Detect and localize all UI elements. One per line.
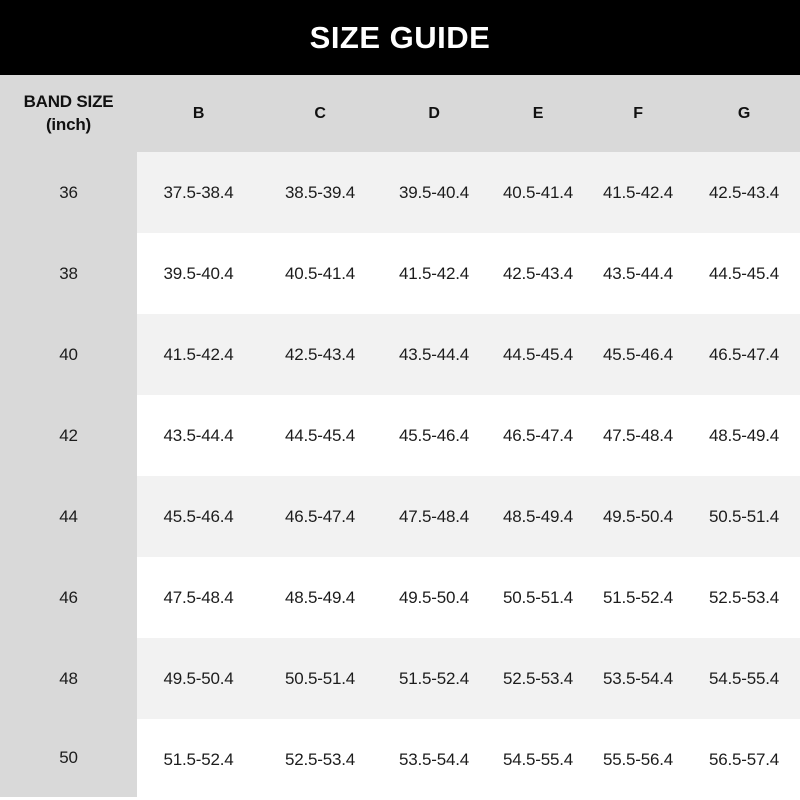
size-range-cell: 54.5-55.4: [502, 749, 574, 769]
size-range-cell: 47.5-48.4: [163, 587, 234, 607]
column-header-c: C: [314, 104, 326, 122]
size-range-cell: 48.5-49.4: [502, 506, 574, 526]
size-range-cell: 38.5-39.4: [284, 182, 356, 202]
band-size-header: [0, 75, 137, 152]
size-range-cell: 37.5-38.4: [163, 182, 234, 202]
size-range-cell: 41.5-42.4: [602, 182, 674, 202]
band-size-cell: 40: [0, 314, 137, 395]
size-range-cell: 41.5-42.4: [398, 263, 470, 283]
table-header-row: [0, 75, 800, 152]
size-range-cell: 48.5-49.4: [284, 587, 356, 607]
size-range-cell: 48.5-49.4: [708, 425, 780, 445]
band-size-cell: 42: [0, 395, 137, 476]
table-row-50: [0, 719, 800, 800]
size-range-cell: 49.5-50.4: [163, 668, 234, 688]
table-row-38: [0, 233, 800, 314]
band-size-cell: 48: [0, 638, 137, 719]
table-row-44: [0, 476, 800, 557]
size-range-cell: 40.5-41.4: [284, 263, 356, 283]
title-bar: [0, 0, 800, 75]
size-range-cell: 44.5-45.4: [708, 263, 780, 283]
band-size-cell: 38: [0, 233, 137, 314]
size-range-cell: 55.5-56.4: [602, 749, 674, 769]
size-range-cell: 46.5-47.4: [284, 506, 356, 526]
size-range-cell: 47.5-48.4: [398, 506, 470, 526]
table-row-46: [0, 557, 800, 638]
size-range-cell: 42.5-43.4: [502, 263, 574, 283]
size-range-cell: 39.5-40.4: [163, 263, 234, 283]
size-range-cell: 56.5-57.4: [708, 749, 780, 769]
band-size-cell: 50: [0, 719, 137, 800]
size-range-cell: 52.5-53.4: [284, 749, 356, 769]
size-range-cell: 50.5-51.4: [502, 587, 574, 607]
size-range-cell: 46.5-47.4: [708, 344, 780, 364]
size-range-cell: 43.5-44.4: [602, 263, 674, 283]
size-range-cell: 44.5-45.4: [502, 344, 574, 364]
size-range-cell: 50.5-51.4: [708, 506, 780, 526]
table-row-42: [0, 395, 800, 476]
size-range-cell: 52.5-53.4: [708, 587, 780, 607]
column-header-d: D: [428, 104, 440, 122]
size-range-cell: 39.5-40.4: [398, 182, 470, 202]
band-size-header-line2: (inch): [45, 114, 92, 134]
size-range-cell: 43.5-44.4: [163, 425, 234, 445]
size-range-cell: 53.5-54.4: [602, 668, 674, 688]
column-header-g: G: [737, 104, 751, 122]
column-header-b: B: [192, 104, 205, 122]
column-header-e: E: [532, 104, 544, 122]
size-range-cell: 47.5-48.4: [602, 425, 674, 445]
band-size-cell: 36: [0, 152, 137, 233]
column-header-f: F: [633, 104, 643, 122]
size-range-cell: 43.5-44.4: [398, 344, 470, 364]
band-size-cell: 46: [0, 557, 137, 638]
size-guide-table: [0, 75, 800, 800]
size-range-cell: 45.5-46.4: [398, 425, 470, 445]
band-size-header-line1: BAND SIZE: [23, 91, 114, 111]
size-range-cell: 44.5-45.4: [284, 425, 356, 445]
size-range-cell: 45.5-46.4: [602, 344, 674, 364]
size-range-cell: 52.5-53.4: [502, 668, 574, 688]
size-range-cell: 49.5-50.4: [398, 587, 470, 607]
size-range-cell: 40.5-41.4: [502, 182, 574, 202]
band-size-cell: 44: [0, 476, 137, 557]
table-row-48: [0, 638, 800, 719]
size-range-cell: 41.5-42.4: [163, 344, 234, 364]
size-range-cell: 54.5-55.4: [708, 668, 780, 688]
size-range-cell: 42.5-43.4: [284, 344, 356, 364]
table-row-40: [0, 314, 800, 395]
size-range-cell: 51.5-52.4: [398, 668, 470, 688]
size-range-cell: 45.5-46.4: [163, 506, 234, 526]
size-range-cell: 51.5-52.4: [602, 587, 674, 607]
size-range-cell: 50.5-51.4: [284, 668, 356, 688]
size-range-cell: 46.5-47.4: [502, 425, 574, 445]
size-range-cell: 49.5-50.4: [602, 506, 674, 526]
size-range-cell: 42.5-43.4: [708, 182, 780, 202]
table-row-36: [0, 152, 800, 233]
page-title: SIZE GUIDE: [309, 19, 491, 55]
size-range-cell: 53.5-54.4: [398, 749, 470, 769]
size-range-cell: 51.5-52.4: [163, 749, 234, 769]
